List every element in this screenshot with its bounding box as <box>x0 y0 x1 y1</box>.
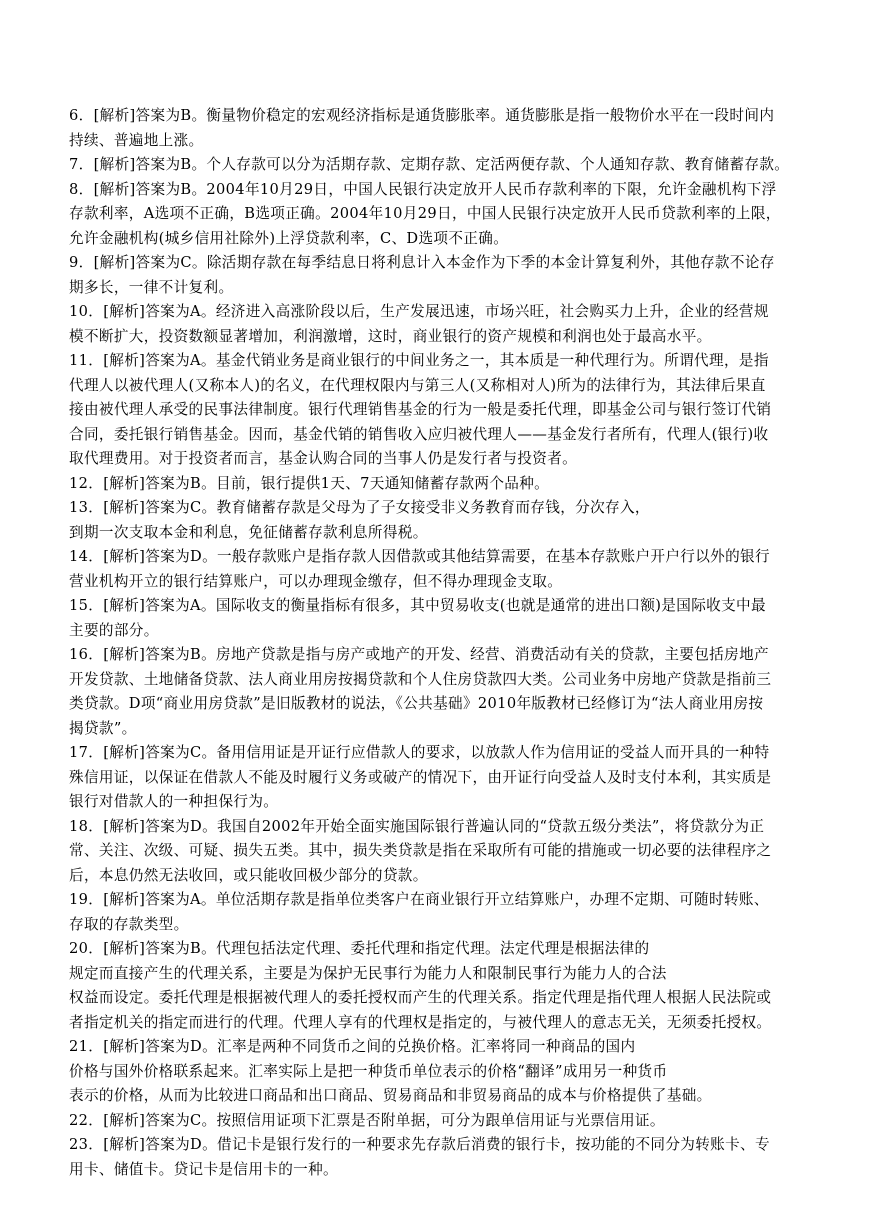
text-line: 15．[解析]答案为A。国际收支的衡量指标有很多，其中贸易收支(也就是通常的进出口额)是国际收支中最 <box>69 597 766 614</box>
text-line: 16．[解析]答案为B。房地产贷款是指与房产或地产的开发、经营、消费活动有关的贷款，主要包括房地产 <box>69 646 769 663</box>
text-line: 常、关注、次级、可疑、损失五类。其中，损失类贷款是指在采取所有可能的措施或一切必要的法律程序之 <box>69 842 772 859</box>
text-line: 主要的部分。 <box>69 622 159 639</box>
text-line: 20．[解析]答案为B。代理包括法定代理、委托代理和指定代理。法定代理是根据法律的 <box>69 940 650 957</box>
text-line: 接由被代理人承受的民事法律制度。银行代理销售基金的行为一般是委托代理，即基金公司与银行签订代销 <box>69 401 772 418</box>
text-line: 模不断扩大，投资数额显著增加，利润激增，这时，商业银行的资产规模和利润也处于最高水平。 <box>69 328 712 345</box>
text-line: 取代理费用。对于投资者而言，基金认购合同的当事人仍是发行者与投资者。 <box>69 450 578 467</box>
text-line: 规定而直接产生的代理关系，主要是为保护无民事行为能力人和限制民事行为能力人的合法 <box>69 965 667 982</box>
text-line: 者指定机关的指定而进行的代理。代理人享有的代理权是指定的，与被代理人的意志无关，无须委托授权。 <box>69 1014 772 1031</box>
text-line: 9．[解析]答案为C。除活期存款在每季结息日将利息计入本金作为下季的本金计算复利外，其他存款不论存 <box>69 254 775 271</box>
text-line: 存款利率，A选项不正确，B选项正确。2004年10月29日，中国人民银行决定放开人民币贷款利率的上限， <box>69 205 781 222</box>
text-line: 合同，委托银行销售基金。因而，基金代销的销售收入应归被代理人——基金发行者所有，代理人(银行)收 <box>69 426 769 443</box>
text-line: 21．[解析]答案为D。汇率是两种不同货币之间的兑换价格。汇率将同一种商品的国内 <box>69 1038 636 1055</box>
text-line: 代理人以被代理人(又称本人)的名义，在代理权限内与第三人(又称相对人)所为的法律行为，其法律后果直 <box>69 377 766 394</box>
text-line: 10．[解析]答案为A。经济进入高涨阶段以后，生产发展迅速，市场兴旺，社会购买力上升，企业的经营规 <box>69 303 769 320</box>
text-line: 后，本息仍然无法收回，或只能收回极少部分的贷款。 <box>69 867 428 884</box>
text-line: 8．[解析]答案为B。2004年10月29日，中国人民银行决定放开人民币存款利率的下限，允许金融机构下浮 <box>69 181 777 198</box>
text-line: 12．[解析]答案为B。目前，银行提供1天、7天通知储蓄存款两个品种。 <box>69 475 550 492</box>
text-line: 22．[解析]答案为C。按照信用证项下汇票是否附单据，可分为跟单信用证与光票信用证。 <box>69 1112 665 1129</box>
text-line: 持续、普遍地上涨。 <box>69 132 204 149</box>
text-line: 表示的价格，从而为比较进口商品和出口商品、贸易商品和非贸易商品的成本与价格提供了基础。 <box>69 1087 712 1104</box>
text-line: 存取的存款类型。 <box>69 916 189 933</box>
text-line: 期多长，一律不计复利。 <box>69 279 234 296</box>
text-line: 营业机构开立的银行结算账户，可以办理现金缴存，但不得办理现金支取。 <box>69 573 563 590</box>
text-line: 揭贷款”。 <box>69 720 137 737</box>
text-line: 用卡、储值卡。贷记卡是信用卡的一种。 <box>69 1161 338 1178</box>
text-line: 7．[解析]答案为B。个人存款可以分为活期存款、定期存款、定活两便存款、个人通知存款、教育储蓄存款。 <box>69 156 790 173</box>
text-line: 11．[解析]答案为A。基金代销业务是商业银行的中间业务之一，其本质是一种代理行为。所谓代理，是指 <box>69 352 769 369</box>
text-line: 到期一次支取本金和利息，免征储蓄存款利息所得税。 <box>69 524 428 541</box>
text-line: 17．[解析]答案为C。备用信用证是开证行应借款人的要求，以放款人作为信用证的受益人而开具的一种特 <box>69 744 770 761</box>
text-line: 13．[解析]答案为C。教育储蓄存款是父母为了子女接受非义务教育而存钱，分次存入， <box>69 499 650 516</box>
text-line: 开发贷款、土地储备贷款、法人商业用房按揭贷款和个人住房贷款四大类。公司业务中房地产贷款是指前三 <box>69 671 772 688</box>
text-line: 14．[解析]答案为D。一般存款账户是指存款人因借款或其他结算需要，在基本存款账户开户行以外的银行 <box>69 548 770 565</box>
text-line: 价格与国外价格联系起来。汇率实际上是把一种货币单位表示的价格“翻译”成用另一种货币 <box>69 1063 668 1080</box>
text-line: 允许金融机构(城乡信用社除外)上浮贷款利率，C、D选项不正确。 <box>69 230 509 247</box>
text-line: 类贷款。D项“商业用房贷款”是旧版教材的说法，《公共基础》2010年版教材已经修订为“法人商业用房按 <box>69 695 764 712</box>
text-line: 19．[解析]答案为A。单位活期存款是指单位类客户在商业银行开立结算账户，办理不定期、可随时转账、 <box>69 891 769 908</box>
text-line: 银行对借款人的一种担保行为。 <box>69 793 279 810</box>
text-line: 6．[解析]答案为B。衡量物价稳定的宏观经济指标是通货膨胀率。通货膨胀是指一般物价水平在一段时间内 <box>69 107 775 124</box>
text-line: 权益而设定。委托代理是根据被代理人的委托授权而产生的代理关系。指定代理是指代理人根据人民法院或 <box>69 989 772 1006</box>
text-line: 殊信用证，以保证在借款人不能及时履行义务或破产的情况下，由开证行向受益人及时支付本利，其实质是 <box>69 769 772 786</box>
text-line: 18．[解析]答案为D。我国自2002年开始全面实施国际银行普遍认同的“贷款五级分类法”，将贷款分为正 <box>69 818 765 835</box>
text-line: 23．[解析]答案为D。借记卡是银行发行的一种要求先存款后消费的银行卡，按功能的不同分为转账卡、专 <box>69 1136 770 1153</box>
